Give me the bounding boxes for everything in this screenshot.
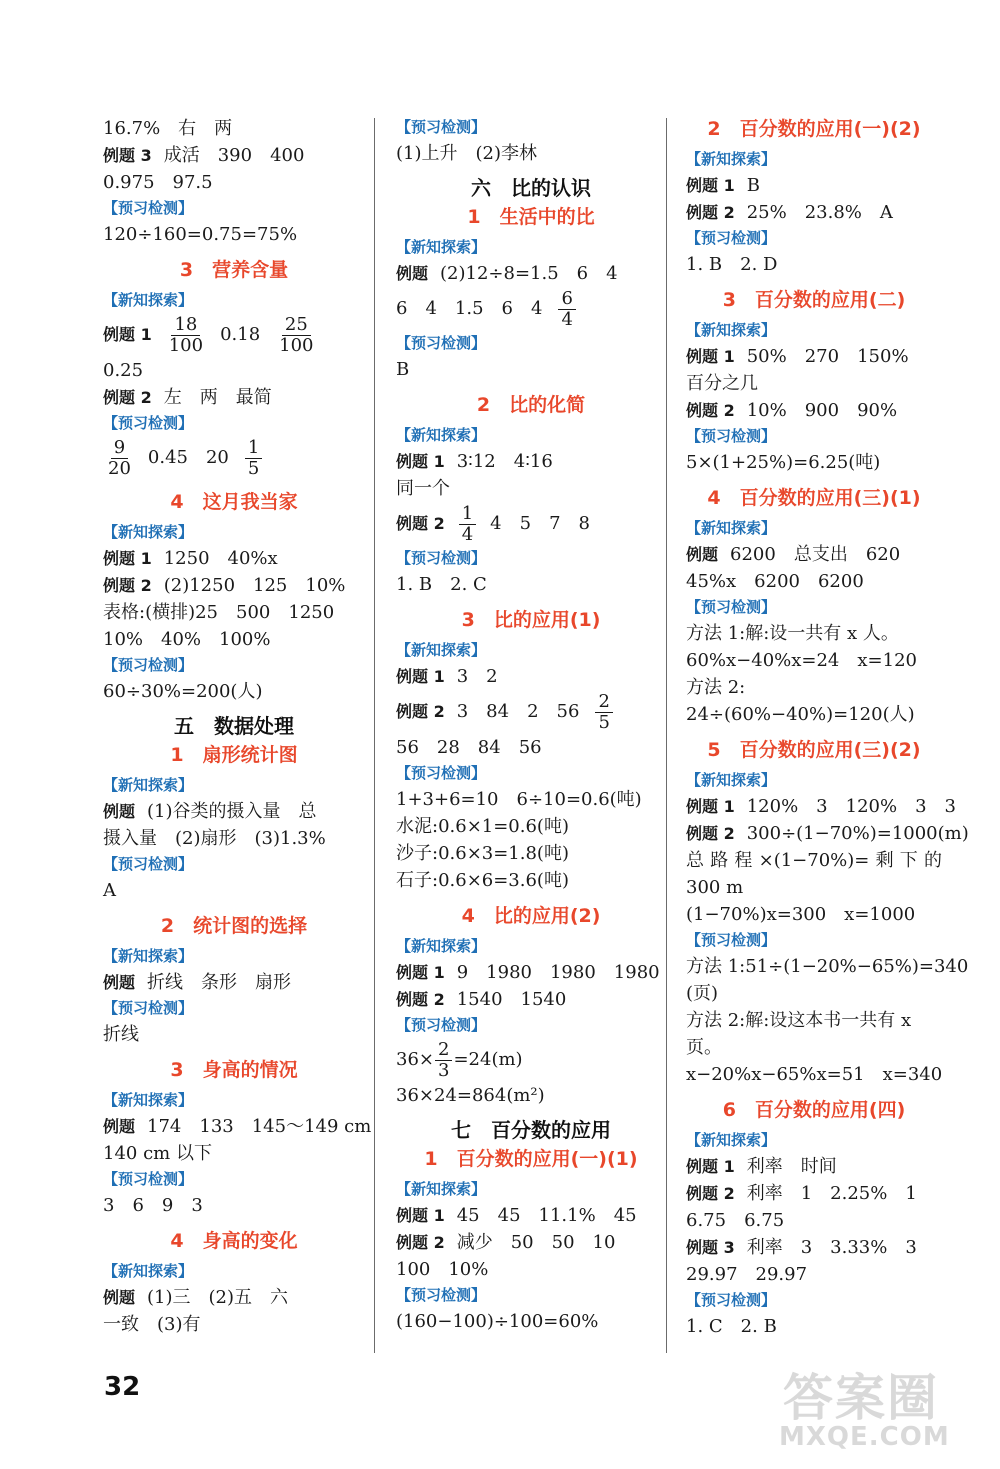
example-label: 例题 1: [686, 347, 735, 366]
answer-line: 5×(1+25%)=6.25(吨): [686, 452, 881, 473]
tag-yuxi: 【预习检测】: [396, 764, 487, 782]
answer-line: 页。: [686, 1037, 722, 1058]
example-answer: 成活 390 400: [163, 145, 305, 166]
tag-yuxi: 【预习检测】: [103, 656, 194, 674]
answer-line: 方法 1:51÷(1−20%−65%)=340: [686, 956, 969, 977]
answer-line: 1+3+6=10 6÷10=0.6(吨): [396, 789, 642, 810]
answer-line: 0.25: [103, 360, 144, 381]
tag-yuxi: 【预习检测】: [396, 1286, 487, 1304]
numerator: 1: [245, 438, 262, 459]
example-answer: 利率 3 3.33% 3: [746, 1237, 917, 1258]
tag-xinzhi: 【新知探索】: [103, 776, 194, 794]
answer-value: 36×: [396, 1049, 434, 1070]
example-label: 例题 1: [686, 176, 735, 195]
fraction: [276, 315, 316, 356]
tag-yuxi: 【预习检测】: [396, 334, 487, 352]
example-label: 例题 1: [103, 325, 152, 344]
section-title: 5 百分数的应用(三)(2): [707, 739, 921, 761]
answer-line: 水泥:0.6×1=0.6(吨): [396, 816, 569, 837]
tag-yuxi: 【预习检测】: [103, 999, 194, 1017]
tag-xinzhi: 【新知探索】: [396, 1180, 487, 1198]
numerator: 9: [111, 438, 128, 459]
example-answer: 利率 1 2.25% 1: [746, 1183, 917, 1204]
answer-line: 方法 1:解:设一共有 x 人。: [686, 623, 899, 644]
example-label: 例题 1: [396, 1206, 445, 1225]
answer-line: [396, 1038, 666, 1082]
denominator: 100: [168, 334, 204, 356]
answer-line: 1. B 2. D: [686, 254, 778, 275]
column-1: [103, 115, 372, 1338]
example-answer: 25% 23.8% A: [746, 202, 893, 223]
example-answer: 利率 时间: [746, 1156, 837, 1177]
answer-line: B: [396, 359, 410, 380]
answer-line: 24÷(60%−40%)=120(人): [686, 704, 915, 725]
example-label: 例题: [396, 264, 429, 283]
example-line: [686, 1234, 942, 1261]
section-title: 2 百分数的应用(一)(2): [707, 118, 921, 140]
chapter-title: 七 百分数的应用: [451, 1118, 611, 1142]
answer-line: 1. C 2. B: [686, 1316, 777, 1337]
section-title: 4 这月我当家: [170, 491, 298, 513]
example-answer: 3∶12 4∶16: [456, 451, 553, 472]
tag-yuxi: 【预习检测】: [396, 1016, 487, 1034]
example-line: [396, 1202, 666, 1229]
tag-yuxi: 【预习检测】: [103, 414, 194, 432]
denominator: 100: [279, 334, 314, 356]
example-line: [103, 545, 365, 572]
tag-yuxi: 【预习检测】: [686, 598, 777, 616]
answer-line: 折线: [103, 1024, 139, 1045]
column-divider: [374, 118, 375, 1353]
example-label: 例题: [103, 802, 136, 821]
tag-xinzhi: 【新知探索】: [103, 523, 194, 541]
example-line: [396, 690, 666, 734]
example-label: 例题 2: [396, 702, 445, 721]
denominator: 4: [561, 308, 573, 330]
answer-line: 60÷30%=200(人): [103, 681, 263, 702]
example-label: 例题 2: [396, 1233, 445, 1252]
tag-yuxi: 【预习检测】: [686, 931, 777, 949]
page-number: 32: [104, 1372, 141, 1402]
answer-value: 0.18: [220, 324, 261, 345]
section-title: 3 营养含量: [179, 259, 289, 281]
tag-yuxi: 【预习检测】: [686, 427, 777, 445]
example-answer: 174 133 145～149 cm: [147, 1116, 372, 1137]
answer-line: 摄入量 (2)扇形 (3)1.3%: [103, 828, 326, 849]
tag-yuxi: 【预习检测】: [396, 118, 487, 136]
chapter-title: 六 比的认识: [471, 176, 591, 200]
column-3: [686, 115, 969, 1340]
tag-yuxi: 【预习检测】: [686, 229, 777, 247]
answer-line: (160−100)÷100=60%: [396, 1311, 599, 1332]
example-line: [686, 172, 942, 199]
tag-yuxi: 【预习检测】: [103, 199, 194, 217]
example-line: [686, 397, 942, 424]
tag-xinzhi: 【新知探索】: [103, 1262, 194, 1280]
answer-line: (页): [686, 983, 719, 1004]
example-label: 例题 1: [396, 667, 445, 686]
answer-line: 16.7% 右 两: [103, 118, 233, 139]
example-answer: (2)1250 125 10%: [163, 575, 346, 596]
answer-value: 6 4 1.5 6 4: [396, 298, 543, 319]
denominator: 4: [461, 523, 474, 545]
numerator: 25: [282, 315, 311, 336]
example-line: [396, 959, 666, 986]
tag-xinzhi: 【新知探索】: [686, 321, 777, 339]
section-title: 2 比的化简: [476, 394, 586, 416]
example-line: [103, 313, 365, 357]
example-line: [396, 1229, 666, 1256]
watermark-logo: [773, 1356, 978, 1461]
example-label: 例题 3: [686, 1238, 735, 1257]
denominator: 5: [247, 457, 260, 479]
example-line: [686, 541, 942, 568]
tag-yuxi: 【预习检测】: [686, 1291, 777, 1309]
answer-line: 29.97 29.97: [686, 1264, 808, 1285]
example-line: [686, 1180, 942, 1207]
section-title: 4 身高的变化: [170, 1230, 298, 1252]
section-title: 6 百分数的应用(四): [722, 1099, 906, 1121]
numerator: 6: [558, 289, 575, 310]
example-label: 例题: [103, 973, 136, 992]
example-answer: 45 45 11.1% 45: [456, 1205, 637, 1226]
example-answer: 9 1980 1980 1980: [456, 962, 660, 983]
fraction: [435, 1040, 452, 1081]
answer-line: 3 6 9 3: [103, 1195, 203, 1216]
example-answer: (1)三 (2)五 六: [147, 1287, 289, 1308]
denominator: 20: [108, 457, 131, 479]
example-label: 例题 1: [686, 1157, 735, 1176]
example-line: [686, 1153, 942, 1180]
example-answer: 1250 40%x: [163, 548, 278, 569]
example-line: [686, 199, 942, 226]
example-line: [103, 142, 365, 169]
section-title: 1 生活中的比: [467, 206, 595, 228]
answer-value: =24(m): [453, 1049, 523, 1070]
answer-line: 总路程×(1−70%)=剩下的: [686, 850, 942, 871]
answer-line: x−20%x−65%x=51 x=340: [686, 1064, 943, 1085]
example-label: 例题 2: [686, 401, 735, 420]
example-label: 例题 2: [686, 824, 735, 843]
example-answer: (1)谷类的摄入量 总: [147, 801, 317, 822]
example-label: 例题 3: [103, 146, 152, 165]
example-answer: B: [746, 175, 760, 196]
tag-yuxi: 【预习检测】: [396, 549, 487, 567]
fraction: [245, 438, 262, 479]
answer-line: 一致 (3)有: [103, 1314, 201, 1335]
tag-xinzhi: 【新知探索】: [686, 519, 777, 537]
answer-line: 100 10%: [396, 1259, 489, 1280]
fraction: [105, 438, 134, 479]
numerator: 2: [595, 692, 612, 713]
example-line: [103, 969, 365, 996]
example-line: [686, 793, 956, 820]
example-answer: 左 两 最简: [163, 387, 272, 408]
section-title: 4 百分数的应用(三)(1): [707, 487, 921, 509]
answer-line: 方法 2:: [686, 677, 746, 698]
tag-xinzhi: 【新知探索】: [103, 947, 194, 965]
example-line: [103, 1113, 372, 1140]
section-title: 3 身高的情况: [170, 1059, 298, 1081]
example-line: [396, 502, 666, 546]
answer-line: A: [103, 880, 116, 901]
example-answer: 6200 总支出 620: [730, 544, 901, 565]
numerator: 18: [171, 315, 200, 336]
section-title: 3 百分数的应用(二): [722, 289, 906, 311]
answer-line: 0.975 97.5: [103, 172, 213, 193]
example-answer: 3 84 2 56: [456, 701, 580, 722]
section-title: 3 比的应用(1): [461, 609, 601, 631]
answer-line: 石子:0.6×6=3.6(吨): [396, 870, 569, 891]
answer-line: 60%x−40%x=24 x=120: [686, 650, 917, 671]
answer-line: 140 cm 以下: [103, 1143, 212, 1164]
example-line: [396, 448, 666, 475]
answer-line: 表格:(横排)25 500 1250: [103, 602, 335, 623]
example-line: [686, 820, 969, 847]
tag-xinzhi: 【新知探索】: [686, 150, 777, 168]
answer-value: 0.45 20: [147, 447, 229, 468]
example-label: 例题: [103, 1288, 136, 1307]
column-2: [396, 115, 666, 1335]
section-title: 2 统计图的选择: [160, 915, 308, 937]
answer-line: (1−70%)x=300 x=1000: [686, 904, 916, 925]
example-answer: 50% 270 150%: [746, 346, 909, 367]
example-label: 例题 2: [103, 388, 152, 407]
numerator: 2: [435, 1040, 452, 1061]
answer-line: 45%x 6200 6200: [686, 571, 864, 592]
tag-xinzhi: 【新知探索】: [396, 426, 487, 444]
example-label: 例题 1: [396, 452, 445, 471]
example-line: [103, 798, 365, 825]
answer-line: 56 28 84 56: [396, 737, 542, 758]
answer-line: 10% 40% 100%: [103, 629, 271, 650]
answer-line: [103, 436, 365, 480]
answer-line: 120÷160=0.75=75%: [103, 224, 298, 245]
answer-line: 36×24=864(m²): [396, 1085, 545, 1106]
example-answer: 120% 3 120% 3 3: [746, 796, 956, 817]
example-label: 例题 2: [396, 514, 445, 533]
column-divider: [666, 118, 667, 1353]
example-answer: 300÷(1−70%)=1000(m): [746, 823, 969, 844]
answer-line: 方法 2:解:设这本书一共有 x: [686, 1010, 912, 1031]
example-label: 例题 1: [103, 549, 152, 568]
example-line: [396, 663, 666, 690]
section-title: 1 百分数的应用(一)(1): [424, 1148, 638, 1170]
tag-xinzhi: 【新知探索】: [686, 771, 777, 789]
tag-yuxi: 【预习检测】: [103, 855, 194, 873]
numerator: 1: [459, 504, 476, 525]
example-label: 例题 1: [686, 797, 735, 816]
tag-xinzhi: 【新知探索】: [396, 641, 487, 659]
example-label: 例题 2: [396, 990, 445, 1009]
answer-line: 300 m: [686, 877, 744, 898]
example-line: [103, 384, 365, 411]
example-answer: 折线 条形 扇形: [147, 972, 292, 993]
answer-line: [396, 287, 666, 331]
example-label: 例题 2: [686, 203, 735, 222]
section-title: 4 比的应用(2): [461, 905, 601, 927]
tag-yuxi: 【预习检测】: [103, 1170, 194, 1188]
section-title: 1 扇形统计图: [170, 744, 298, 766]
answer-line: 1. B 2. C: [396, 574, 487, 595]
example-label: 例题: [686, 545, 719, 564]
example-answer: 10% 900 90%: [746, 400, 898, 421]
answer-line: 百分之几: [686, 373, 758, 394]
fraction: [558, 289, 575, 330]
fraction: [166, 315, 206, 356]
denominator: 5: [598, 711, 610, 733]
fraction: [459, 504, 476, 545]
watermark-url: MXQE.COM: [779, 1422, 950, 1452]
example-label: 例题: [103, 1117, 136, 1136]
tag-xinzhi: 【新知探索】: [103, 1091, 194, 1109]
example-label: 例题 1: [396, 963, 445, 982]
denominator: 3: [438, 1059, 450, 1081]
example-line: [103, 1284, 365, 1311]
example-line: [396, 260, 666, 287]
example-answer: 4 5 7 8: [490, 513, 590, 534]
answer-line: 6.75 6.75: [686, 1210, 785, 1231]
example-label: 例题 2: [103, 576, 152, 595]
answer-line: 沙子:0.6×3=1.8(吨): [396, 843, 569, 864]
tag-xinzhi: 【新知探索】: [686, 1131, 777, 1149]
example-label: 例题 2: [686, 1184, 735, 1203]
tag-xinzhi: 【新知探索】: [396, 238, 487, 256]
answer-line: 同一个: [396, 478, 450, 499]
watermark-text: 答案圈: [783, 1369, 939, 1427]
example-answer: 减少 50 50 10: [456, 1232, 616, 1253]
example-line: [396, 986, 666, 1013]
tag-xinzhi: 【新知探索】: [103, 291, 194, 309]
example-line: [103, 572, 365, 599]
answer-line: (1)上升 (2)李林: [396, 143, 537, 164]
example-line: [686, 343, 942, 370]
tag-xinzhi: 【新知探索】: [396, 937, 487, 955]
example-answer: 3 2: [456, 666, 498, 687]
chapter-title: 五 数据处理: [174, 714, 294, 738]
example-answer: (2)12÷8=1.5 6 4: [440, 263, 618, 284]
example-answer: 1540 1540: [456, 989, 567, 1010]
fraction: [595, 692, 612, 733]
